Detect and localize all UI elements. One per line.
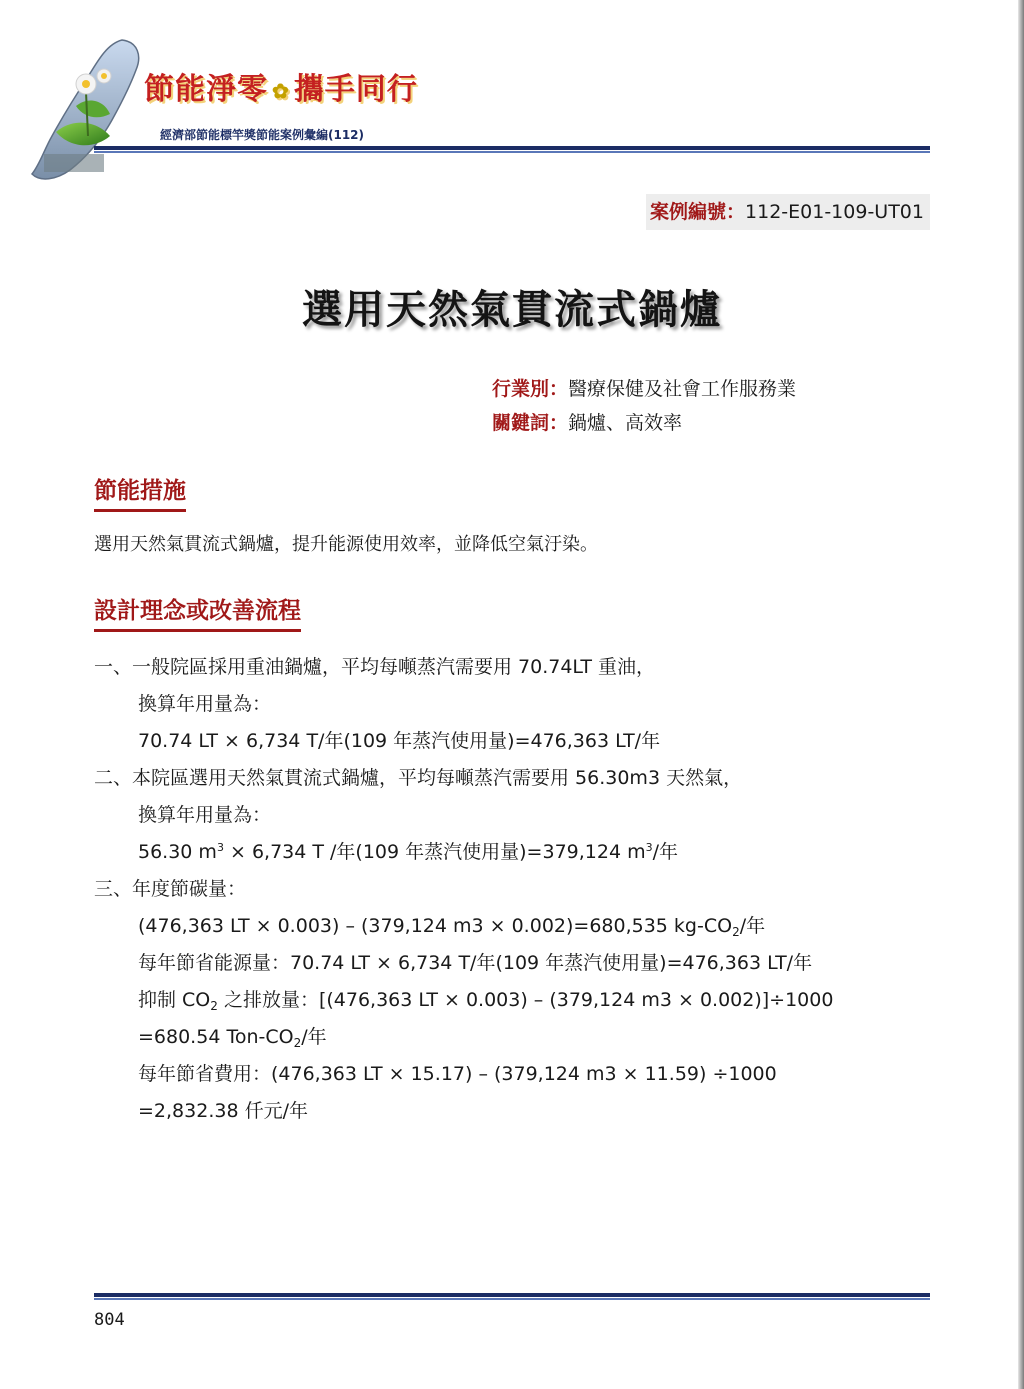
industry-row — [492, 374, 796, 401]
page-title: 選用天然氣貫流式鍋爐 — [302, 287, 722, 333]
line-11-sub: 2 — [293, 1036, 302, 1050]
measures-text: 選用天然氣貫流式鍋爐，提升能源使用效率，並降低空氣汙染。 — [94, 534, 598, 555]
slogan-left: 節能淨零 — [144, 72, 268, 107]
industry-label: 行業別： — [492, 378, 569, 400]
header-rule-thin — [94, 151, 930, 153]
content-line-8 — [138, 911, 765, 939]
keywords-row — [492, 408, 682, 435]
line-8-part-a: (476,363 LT × 0.003) – (379,124 m3 × 0.002)=680,535 kg-CO — [138, 915, 733, 937]
section-title-design: 設計理念或改善流程 — [94, 592, 301, 632]
header-slogan — [144, 64, 418, 108]
content-line-1: 一、一般院區採用重油鍋爐，平均每噸蒸汽需要用 70.74LT 重油， — [94, 656, 656, 678]
slogan-right: 攜手同行 — [293, 72, 418, 107]
content-line-11 — [138, 1022, 327, 1050]
line-6-part-c: /年 — [652, 841, 679, 863]
case-number-label: 案例編號： — [650, 201, 746, 223]
content-line-6 — [138, 837, 678, 864]
line-6-part-a: 56.30 m — [138, 841, 217, 863]
header-subtitle: 經濟部節能標竿獎節能案例彙編(112) — [160, 128, 365, 142]
content-line-13: =2,832.38 仟元/年 — [138, 1100, 308, 1122]
header-rule — [94, 146, 930, 150]
line-8-part-b: /年 — [739, 915, 766, 937]
content-line-5: 換算年用量為： — [138, 804, 272, 826]
page-number: 804 — [94, 1310, 125, 1330]
industry-value: 醫療保健及社會工作服務業 — [568, 378, 797, 400]
content-line-4: 二、本院區選用天然氣貫流式鍋爐，平均每噸蒸汽需要用 56.30m3 天然氣， — [94, 767, 743, 789]
content-line-3: 70.74 LT × 6,734 T/年(109 年蒸汽使用量)=476,363 LT/年 — [138, 730, 661, 752]
footer-rule-thin — [94, 1298, 930, 1300]
line-6-part-b: × 6,734 T /年(109 年蒸汽使用量)=379,124 m — [223, 841, 646, 863]
content-line-2: 換算年用量為： — [138, 693, 272, 715]
line-10-part-a: 抑制 CO — [138, 989, 211, 1011]
line-11-part-b: /年 — [301, 1026, 327, 1048]
line-6-sup-2: 3 — [645, 841, 653, 854]
line-11-part-a: =680.54 Ton-CO — [138, 1026, 294, 1048]
case-number-box — [646, 194, 930, 230]
section-title-measures: 節能措施 — [94, 472, 186, 512]
line-6-sup-1: 3 — [216, 841, 224, 854]
content-line-7: 三、年度節碳量： — [94, 878, 247, 900]
taiwan-leaf-logo-icon — [26, 36, 176, 186]
gear-flower-icon: ✿ — [272, 79, 290, 103]
content-line-12: 每年節省費用：(476,363 LT × 15.17) – (379,124 m3 × 11.59) ÷1000 — [138, 1063, 777, 1085]
keywords-value: 鍋爐、高效率 — [568, 412, 683, 434]
content-line-10 — [138, 985, 833, 1013]
line-10-sub: 2 — [210, 999, 218, 1013]
keywords-label: 關鍵詞： — [492, 412, 569, 434]
page-edge-shadow — [1018, 0, 1024, 1389]
line-8-sub: 2 — [732, 925, 740, 939]
footer-rule — [94, 1293, 930, 1297]
case-number-value: 112-E01-109-UT01 — [745, 201, 924, 223]
content-line-9: 每年節省能源量：70.74 LT × 6,734 T/年(109 年蒸汽使用量)=476,363 LT/年 — [138, 952, 813, 974]
line-10-part-b: 之排放量：[(476,363 LT × 0.003) – (379,124 m3 × 0.002)]÷1000 — [217, 989, 834, 1011]
